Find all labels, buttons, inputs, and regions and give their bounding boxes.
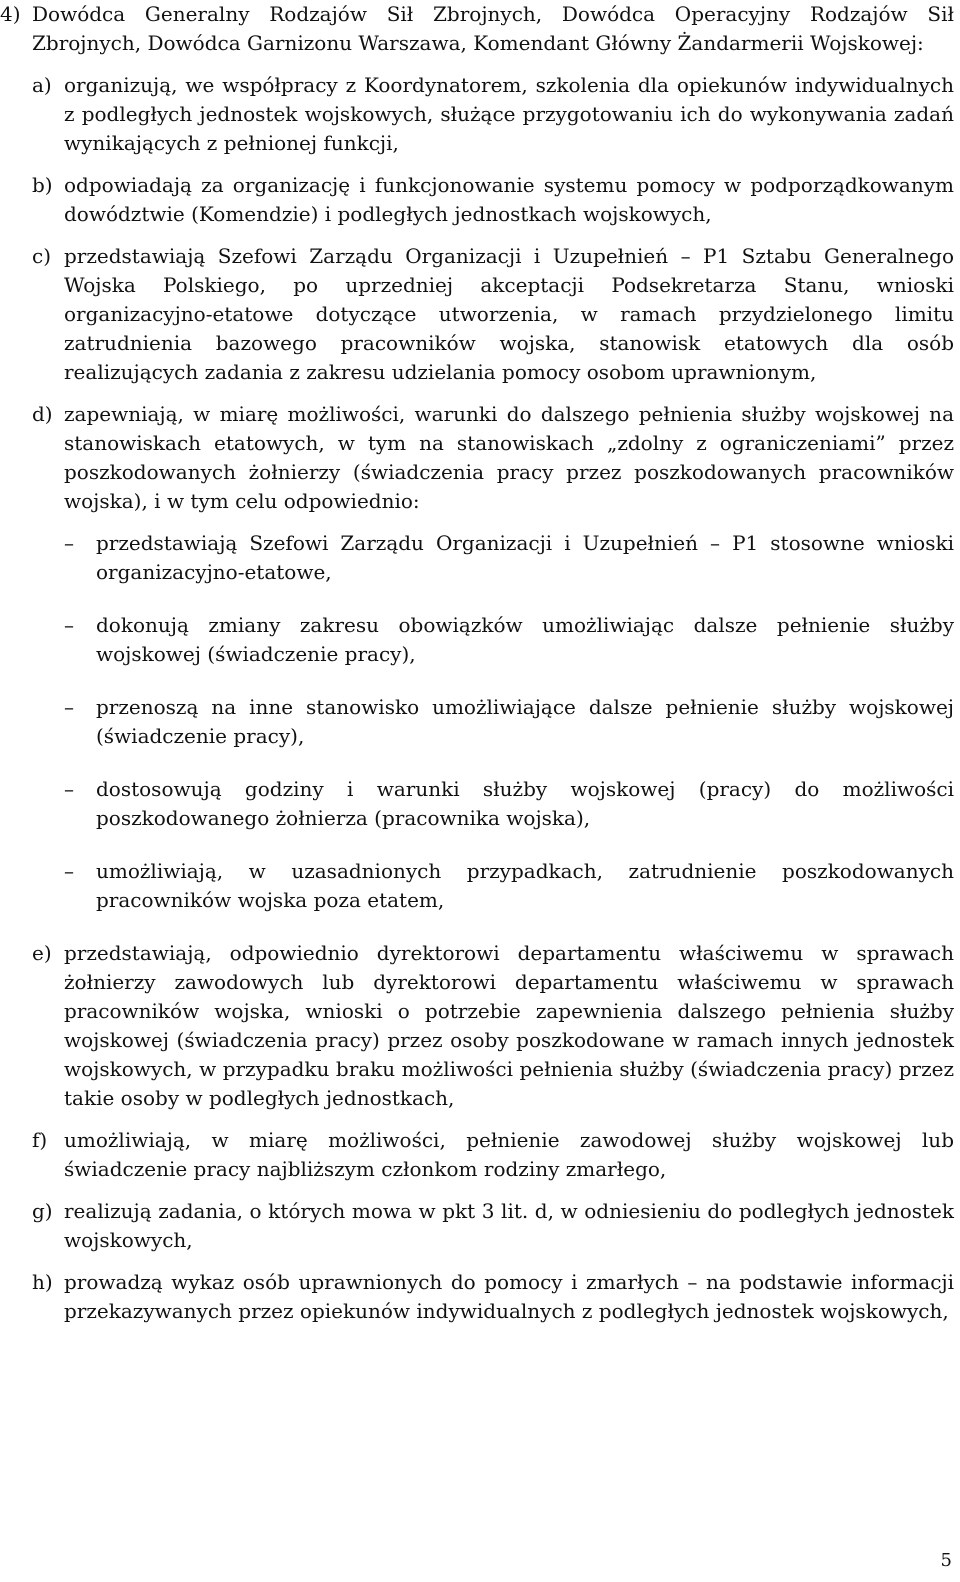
point-label: 4) [0, 2, 21, 26]
dash-list [64, 529, 954, 915]
item-text: organizują, we współpracy z Koordynatorem, szkolenia dla opiekunów indywidualnych z podległych jednostek wojskowych, służące przygotowaniu ich do wykonywania zadań wynikających z pełnionej funkcji, [64, 73, 954, 155]
item-text: zapewniają, w miarę możliwości, warunki do dalszego pełnienia służby wojskowej na stanowiskach etatowych, w tym na stanowiskach „zdolny z ograniczeniami” przez poszkodowanych żołnierzy (świadczenia pracy przez poszkodowanych pracowników wojska), i w tym celu odpowiednio: [64, 402, 954, 513]
item-label: g) [32, 1199, 53, 1223]
dash-label: – [64, 531, 74, 555]
list-item-g [32, 1197, 954, 1255]
list-item-f [32, 1126, 954, 1184]
dash-text: przenoszą na inne stanowisko umożliwiające dalsze pełnienie służby wojskowej (świadczenie pracy), [96, 695, 954, 748]
dash-item [64, 529, 954, 587]
item-text: umożliwiają, w miarę możliwości, pełnienie zawodowej służby wojskowej lub świadczenie pracy najbliższym członkom rodziny zmarłego, [64, 1128, 954, 1181]
item-label: b) [32, 173, 53, 197]
dash-text: dostosowują godziny i warunki służby wojskowej (pracy) do możliwości poszkodowanego żołnierza (pracownika wojska), [96, 777, 954, 830]
item-text: prowadzą wykaz osób uprawnionych do pomocy i zmarłych – na podstawie informacji przekazywanych przez opiekunów indywidualnych z podległych jednostek wojskowych, [64, 1270, 954, 1323]
dash-item [64, 775, 954, 833]
item-label: h) [32, 1270, 53, 1294]
page-number: 5 [940, 1550, 952, 1571]
item-text: przedstawiają, odpowiednio dyrektorowi departamentu właściwemu w sprawach żołnierzy zawodowych lub dyrektorowi departamentu właściwemu w sprawach pracowników wojska, wnioski o potrzebie zapewnienia dalszego pełnienia służby wojskowej (świadczenia pracy) przez osoby poszkodowane w ramach innych jednostek wojskowych, w przypadku braku możliwości pełnienia służby (świadczenia pracy) przez takie osoby w podległych jednostkach, [64, 941, 954, 1110]
item-list [32, 71, 954, 1326]
dash-label: – [64, 777, 74, 801]
list-item-a [32, 71, 954, 158]
list-item-h [32, 1268, 954, 1326]
item-label: d) [32, 402, 53, 426]
item-label: f) [32, 1128, 48, 1152]
dash-label: – [64, 859, 74, 883]
list-item-c [32, 242, 954, 387]
dash-item [64, 693, 954, 751]
item-label: e) [32, 941, 52, 965]
list-item-d [32, 400, 954, 915]
list-item-e [32, 939, 954, 1113]
item-text: odpowiadają za organizację i funkcjonowanie systemu pomocy w podporządkowanym dowództwie (Komendzie) i podległych jednostkach wojskowych, [64, 173, 954, 226]
dash-label: – [64, 695, 74, 719]
item-text: przedstawiają Szefowi Zarządu Organizacji i Uzupełnień – P1 Sztabu Generalnego Wojska Polskiego, po uprzedniej akceptacji Podsekretarza Stanu, wnioski organizacyjno-etatowe dotyczące utworzenia, w ramach przydzielonego limitu zatrudnienia bazowego pracowników wojska, stanowisk etatowych dla osób realizujących zadania z zakresu udzielania pomocy osobom uprawnionym, [64, 244, 954, 384]
point-intro: Dowódca Generalny Rodzajów Sił Zbrojnych, Dowódca Operacyjny Rodzajów Sił Zbrojnych, Dowódca Garnizonu Warszawa, Komendant Główny Żandarmerii Wojskowej: [32, 2, 954, 55]
item-label: a) [32, 73, 52, 97]
item-text: realizują zadania, o których mowa w pkt 3 lit. d, w odniesieniu do podległych jednostek wojskowych, [64, 1199, 954, 1252]
dash-text: dokonują zmiany zakresu obowiązków umożliwiając dalsze pełnienie służby wojskowej (świadczenie pracy), [96, 613, 954, 666]
dash-label: – [64, 613, 74, 637]
dash-item [64, 857, 954, 915]
dash-item [64, 611, 954, 669]
dash-text: przedstawiają Szefowi Zarządu Organizacji i Uzupełnień – P1 stosowne wnioski organizacyjno-etatowe, [96, 531, 954, 584]
item-label: c) [32, 244, 52, 268]
dash-text: umożliwiają, w uzasadnionych przypadkach, zatrudnienie poszkodowanych pracowników wojska poza etatem, [96, 859, 954, 912]
list-item-b [32, 171, 954, 229]
